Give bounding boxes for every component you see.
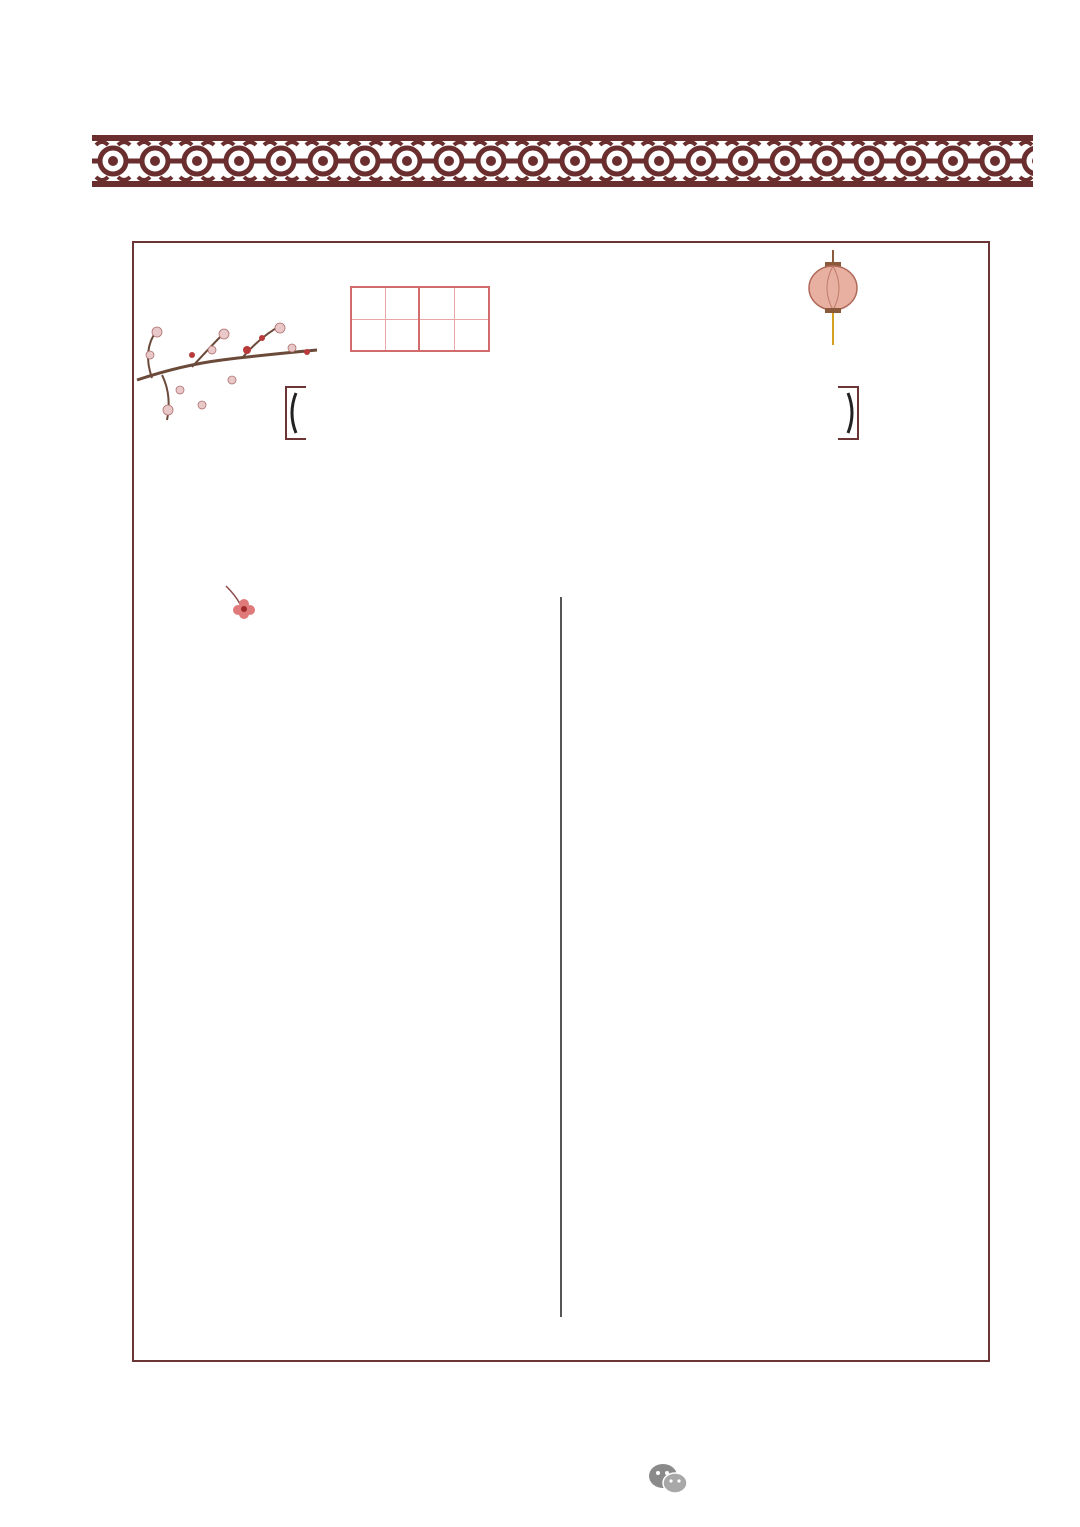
- column-divider: [560, 597, 562, 1317]
- subtitle-banner: [282, 383, 862, 443]
- watermark: [648, 1462, 698, 1496]
- page-title: [350, 286, 490, 352]
- title-grid-char: [350, 286, 420, 352]
- decorative-border-top: [92, 135, 1033, 187]
- title-grid-box: [350, 286, 490, 352]
- plum-flower-icon: [222, 582, 258, 622]
- lantern-decoration: [805, 250, 865, 354]
- wechat-icon: [648, 1462, 688, 1496]
- left-bracket-ornament: [282, 383, 308, 443]
- right-bracket-ornament: [836, 383, 862, 443]
- title-grid-char: [420, 286, 490, 352]
